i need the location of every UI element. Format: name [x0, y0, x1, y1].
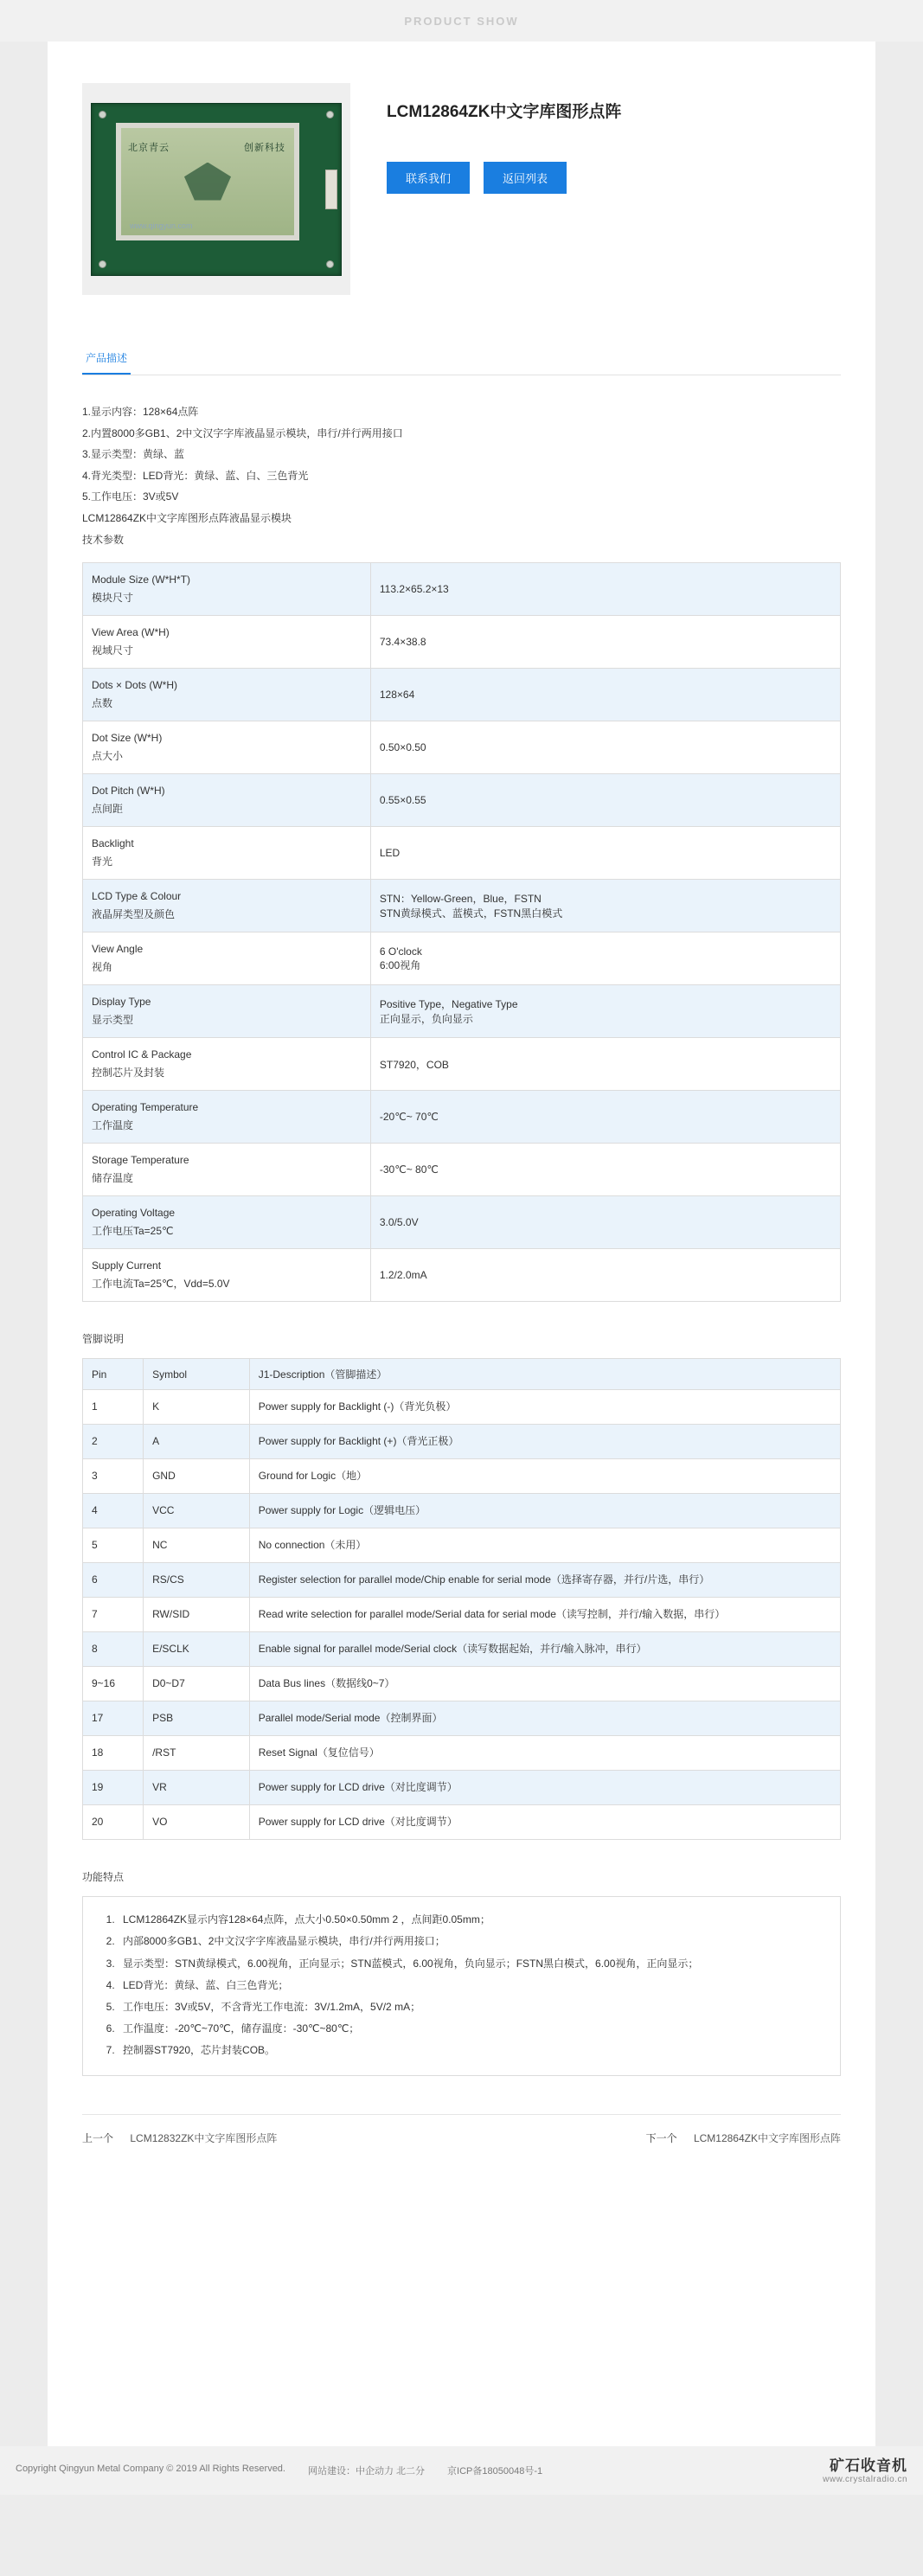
pin-symbol: A: [144, 1425, 250, 1459]
pin-description: Data Bus lines（数据线0~7）: [249, 1667, 840, 1701]
pin-symbol: NC: [144, 1528, 250, 1563]
feature-item: 3. 显示类型：STN黄绿模式，6.00视角，正向显示；STN蓝模式，6.00视角，负向显示；FSTN黑白模式，6.00视角，正向显示；: [118, 1953, 824, 1975]
spec-label-en: Dot Pitch (W*H): [92, 785, 165, 798]
brand-title: 矿石收音机: [830, 2457, 907, 2474]
pin-symbol: E/SCLK: [144, 1632, 250, 1667]
spec-value: 73.4×38.8: [370, 616, 840, 669]
table-row: [83, 1736, 841, 1771]
spec-label-cn: 显示类型: [92, 1014, 134, 1027]
table-header-row: [83, 1359, 841, 1390]
pin-number: 8: [83, 1632, 144, 1667]
pin-number: 7: [83, 1598, 144, 1632]
spec-label-en: Operating Voltage: [92, 1207, 176, 1220]
spec-label-en: Dots × Dots (W*H): [92, 679, 178, 692]
spec-label-cn: 模块尺寸: [92, 592, 134, 605]
table-row: [83, 827, 841, 880]
intro-line: 5.工作电压：3V或5V: [82, 490, 179, 503]
intro-line: LCM12864ZK中文字库图形点阵液晶显示模块: [82, 511, 292, 524]
spec-label: [83, 1038, 371, 1091]
table-row: [83, 1390, 841, 1425]
pin-description: No connection（未用）: [249, 1528, 840, 1563]
pin-symbol: RS/CS: [144, 1563, 250, 1598]
footer-left: [16, 2464, 542, 2477]
pin-number: 17: [83, 1701, 144, 1736]
spec-value: -20℃~ 70℃: [370, 1091, 840, 1144]
lcd-screen-text-right: 创新科技: [244, 142, 285, 153]
spec-value: LED: [370, 827, 840, 880]
table-row: [83, 1091, 841, 1144]
lcd-display-area: [116, 123, 299, 240]
spec-label-en: View Angle: [92, 943, 144, 956]
spec-label: [83, 669, 371, 721]
pin-number: 6: [83, 1563, 144, 1598]
prev-product-link[interactable]: LCM12832ZK中文字库图形点阵: [130, 2132, 278, 2145]
spec-label-cn: 背光: [92, 855, 113, 868]
footer-link-icp[interactable]: 京ICP备18050048号-1: [447, 2466, 543, 2477]
pin-symbol: K: [144, 1390, 250, 1425]
table-row: [83, 1249, 841, 1302]
pin-number: 19: [83, 1771, 144, 1805]
spec-value: ST7920，COB: [370, 1038, 840, 1091]
product-actions: [387, 162, 841, 194]
table-row: [83, 563, 841, 616]
pin-symbol: VR: [144, 1771, 250, 1805]
spec-label-en: Control IC & Package: [92, 1048, 192, 1061]
pin-number: 20: [83, 1805, 144, 1840]
spec-label-cn: 工作电压Ta=25℃: [92, 1225, 174, 1238]
feature-item: 2. 内部8000多GB1、2中文汉字字库液晶显示模块，串行/并行两用接口；: [118, 1931, 824, 1952]
page-navigation: [82, 2114, 841, 2154]
product-show-label: PRODUCT SHOW: [404, 14, 519, 28]
pin-number: 9~16: [83, 1667, 144, 1701]
copyright-text: Copyright Qingyun Metal Company © 2019 All Rights Reserved.: [16, 2464, 285, 2474]
spec-label: [83, 985, 371, 1038]
spec-value: 0.55×0.55: [370, 774, 840, 827]
image-watermark: www.qingyun.com: [130, 221, 193, 230]
feature-item: 6. 工作温度：-20℃~70℃，储存温度：-30℃~80℃；: [118, 2018, 824, 2040]
table-row: [83, 1528, 841, 1563]
contact-us-button[interactable]: 联系我们: [387, 162, 470, 194]
product-info: [350, 83, 841, 295]
pin-description: Register selection for parallel mode/Chip enable for serial mode（选择寄存器，并行/片选，串行）: [249, 1563, 840, 1598]
spec-label-cn: 液晶屏类型及颜色: [92, 908, 176, 921]
spec-label-en: Supply Current: [92, 1259, 162, 1272]
pin-symbol: GND: [144, 1459, 250, 1494]
next-link-wrap[interactable]: [646, 2131, 841, 2145]
pin-symbol: PSB: [144, 1701, 250, 1736]
spec-label-cn: 工作电流Ta=25℃，Vdd=5.0V: [92, 1278, 230, 1291]
pin-symbol: VCC: [144, 1494, 250, 1528]
table-row: [83, 1805, 841, 1840]
table-row: [83, 721, 841, 774]
pin-number: 5: [83, 1528, 144, 1563]
content-sheet: [48, 42, 875, 2446]
pin-symbol: RW/SID: [144, 1598, 250, 1632]
pin-number: 1: [83, 1390, 144, 1425]
spec-value: [370, 932, 840, 985]
pin-description: Reset Signal（复位信号）: [249, 1736, 840, 1771]
spec-label: [83, 774, 371, 827]
spec-label-cn: 点数: [92, 697, 113, 710]
spec-value-cn: 6:00视角: [379, 958, 421, 971]
screw-hole-icon: [326, 111, 334, 119]
footer-link-builder[interactable]: 网站建设：中企动力 北二分: [307, 2466, 426, 2477]
feature-item: 7. 控制器ST7920，芯片封装COB。: [118, 2040, 824, 2061]
pin-description: Power supply for Backlight (+)（背光正极）: [249, 1425, 840, 1459]
spec-label-en: LCD Type & Colour: [92, 890, 182, 903]
top-bar: [0, 0, 923, 42]
pin-symbol: VO: [144, 1805, 250, 1840]
table-row: [83, 1144, 841, 1196]
spec-value: -30℃~ 80℃: [370, 1144, 840, 1196]
spec-value: [370, 880, 840, 932]
screw-hole-icon: [99, 260, 106, 268]
pin-symbol: /RST: [144, 1736, 250, 1771]
intro-list: [82, 401, 841, 550]
spec-label-en: View Area (W*H): [92, 626, 170, 639]
spec-label-en: Backlight: [92, 837, 134, 850]
table-row: [83, 1667, 841, 1701]
pin-description: Enable signal for parallel mode/Serial clock（读写数据起始，并行/输入脉冲，串行）: [249, 1632, 840, 1667]
pin-number: 18: [83, 1736, 144, 1771]
page-title: LCM12864ZK中文字库图形点阵: [387, 103, 622, 121]
spec-label: [83, 721, 371, 774]
spec-value-en: STN：Yellow-Green，Blue，FSTN: [379, 893, 542, 906]
table-row: [83, 774, 841, 827]
spec-label-cn: 工作温度: [92, 1119, 134, 1132]
description-body: [48, 375, 875, 2076]
brand-url: www.crystalradio.cn: [823, 2475, 907, 2484]
column-header-desc: J1-Description（管脚描述）: [249, 1359, 840, 1390]
spec-label-cn: 点大小: [92, 750, 124, 763]
screw-hole-icon: [99, 111, 106, 119]
table-row: [83, 1459, 841, 1494]
spec-label-en: Display Type: [92, 996, 151, 1009]
spec-label-en: Module Size (W*H*T): [92, 574, 191, 586]
intro-line: 4.背光类型：LED背光：黄绿、蓝、白、三色背光: [82, 469, 309, 482]
table-row: [83, 1494, 841, 1528]
pin-description-table: [82, 1358, 841, 1840]
feature-item: 4. LED背光：黄绿、蓝、白三色背光；: [118, 1975, 824, 1996]
next-label: 下一个: [645, 2132, 677, 2145]
intro-line: 1.显示内容：128×64点阵: [82, 406, 199, 418]
table-row: [83, 1632, 841, 1667]
spec-label: [83, 1196, 371, 1249]
pin-number: 2: [83, 1425, 144, 1459]
spec-label: [83, 1144, 371, 1196]
pin-description: Read write selection for parallel mode/Serial data for serial mode（读写控制，并行/输入数据，串行）: [249, 1598, 840, 1632]
spec-value: [370, 985, 840, 1038]
table-row: [83, 1196, 841, 1249]
features-section-title: 功能特点: [82, 1871, 125, 1884]
back-to-list-button[interactable]: 返回列表: [484, 162, 567, 194]
lcd-module-graphic: [91, 103, 342, 276]
pin-number: 4: [83, 1494, 144, 1528]
footer-brand: [823, 2453, 907, 2484]
spec-value: 0.50×0.50: [370, 721, 840, 774]
column-header-symbol: Symbol: [144, 1359, 250, 1390]
spec-label-en: Dot Size (W*H): [92, 732, 163, 745]
features-box: [82, 1896, 841, 2076]
pin-symbol: D0~D7: [144, 1667, 250, 1701]
spec-label-cn: 控制芯片及封装: [92, 1067, 165, 1080]
pin-description: Power supply for Backlight (-)（背光负极）: [249, 1390, 840, 1425]
pin-description: Power supply for Logic（逻辑电压）: [249, 1494, 840, 1528]
spec-label-cn: 储存温度: [92, 1172, 134, 1185]
spec-label: [83, 827, 371, 880]
spec-label: [83, 616, 371, 669]
site-footer: [0, 2446, 923, 2495]
tab-bar: [82, 343, 841, 375]
pin-description: Power supply for LCD drive（对比度调节）: [249, 1805, 840, 1840]
spec-value: 3.0/5.0V: [370, 1196, 840, 1249]
prev-link-wrap[interactable]: [82, 2131, 277, 2145]
spec-label-en: Operating Temperature: [92, 1101, 199, 1114]
spec-value: 1.2/2.0mA: [370, 1249, 840, 1302]
intro-line: 3.显示类型：黄绿、蓝: [82, 448, 185, 461]
column-header-pin: Pin: [83, 1359, 144, 1390]
pin-number: 3: [83, 1459, 144, 1494]
pin-description: Parallel mode/Serial mode（控制界面）: [249, 1701, 840, 1736]
product-image: [82, 83, 350, 295]
table-row: [83, 616, 841, 669]
spec-label-en: Storage Temperature: [92, 1154, 189, 1167]
table-row: [83, 932, 841, 985]
table-row: [83, 985, 841, 1038]
spec-label: [83, 563, 371, 616]
screw-hole-icon: [326, 260, 334, 268]
spec-label: [83, 1091, 371, 1144]
spec-label: [83, 1249, 371, 1302]
table-row: [83, 1425, 841, 1459]
pin-description: Ground for Logic（地）: [249, 1459, 840, 1494]
pin-header-icon: [325, 170, 337, 209]
feature-item: 1. LCM12864ZK显示内容128×64点阵，点大小0.50×0.50mm 2 ，点间距0.05mm；: [118, 1909, 824, 1931]
product-hero: [48, 42, 875, 312]
spec-value-en: Positive Type，Negative Type: [379, 998, 518, 1011]
spec-label-cn: 点间距: [92, 803, 124, 816]
table-row: [83, 1038, 841, 1091]
spec-label-cn: 视角: [92, 961, 113, 974]
specification-table: [82, 562, 841, 1302]
tab-product-description[interactable]: 产品描述: [82, 343, 131, 375]
next-product-link[interactable]: LCM12864ZK中文字库图形点阵: [693, 2132, 841, 2145]
prev-label: 上一个: [82, 2132, 114, 2145]
table-row: [83, 669, 841, 721]
table-row: [83, 1701, 841, 1736]
pin-section-title: 管脚说明: [82, 1333, 125, 1346]
spec-value: 128×64: [370, 669, 840, 721]
spec-value-cn: STN黄绿模式、蓝模式，FSTN黑白模式: [379, 907, 563, 920]
table-row: [83, 1563, 841, 1598]
intro-line: 2.内置8000多GB1、2中文汉字字库液晶显示模块，串行/并行两用接口: [82, 426, 403, 439]
spec-value: 113.2×65.2×13: [370, 563, 840, 616]
table-row: [83, 1771, 841, 1805]
spec-value-en: 6 O'clock: [379, 945, 422, 958]
pin-description: Power supply for LCD drive（对比度调节）: [249, 1771, 840, 1805]
feature-item: 5. 工作电压：3V或5V，不含背光工作电流：3V/1.2mA，5V/2 mA；: [118, 1996, 824, 2018]
intro-line: 技术参数: [82, 533, 125, 546]
table-row: [83, 880, 841, 932]
spec-label: [83, 932, 371, 985]
spec-value-cn: 正向显示，负向显示: [379, 1013, 473, 1026]
lcd-logo-icon: [184, 163, 231, 201]
table-row: [83, 1598, 841, 1632]
spec-label: [83, 880, 371, 932]
lcd-screen-text-left: 北京青云: [128, 142, 170, 153]
spec-label-cn: 视域尺寸: [92, 644, 134, 657]
